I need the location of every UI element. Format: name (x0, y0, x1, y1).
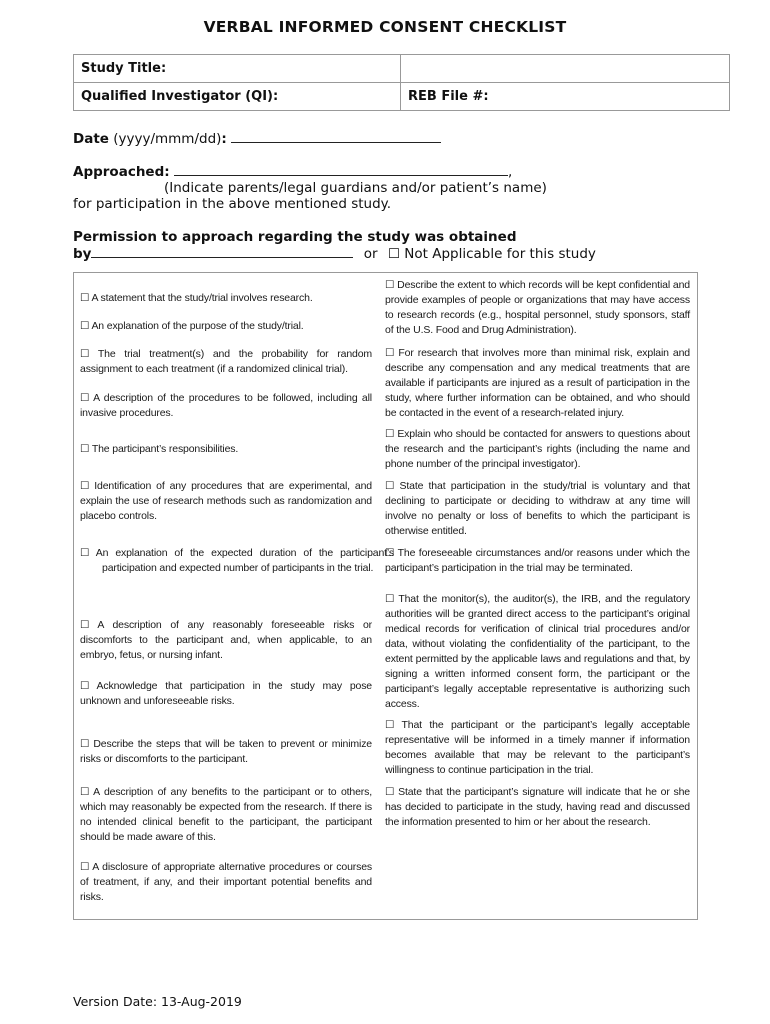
date-label: Date (73, 131, 109, 147)
checklist-item[interactable]: ☐ That the monitor(s), the auditor(s), the IRB, and the regulatory authorities will be granted direct access to the participant’s original medical records for verification of clinical trial procedures and/or data, without violating the confidentiality of the participant, to the extent permitted by the applicable laws and regulations and that, by signing a written informed consent form, the participant or the participant’s legally acceptable representative is authorizing such access. (385, 593, 690, 710)
permission-row (73, 245, 596, 262)
checklist-item[interactable]: ☐ A description of any benefits to the participant or to others, which may reasonably be expected from the research. If there is no intended clinical benefit to the participant, the participant should be made aware of this. (80, 786, 372, 843)
version-date: Version Date: 13-Aug-2019 (73, 994, 242, 1009)
study-title-field[interactable] (401, 55, 730, 83)
checklist-item[interactable]: ☐ The participant’s responsibilities. (80, 443, 239, 455)
approached-input-line[interactable] (174, 163, 508, 176)
checklist-item[interactable]: ☐ State that the participant’s signature will indicate that he or she has decided to participate in the study, having read and discussed the information presented to him or her about the research. (385, 786, 690, 828)
checklist-item[interactable]: ☐ An explanation of the purpose of the study/trial. (80, 320, 304, 332)
study-info-table (73, 54, 730, 111)
approached-comma: , (507, 164, 513, 180)
approached-hint: (Indicate parents/legal guardians and/or patient’s name) (164, 180, 547, 196)
approached-label: Approached: (73, 164, 170, 180)
checklist-item[interactable]: ☐ A description of any reasonably foreseeable risks or discomforts to the participant and, when applicable, to an embryo, fetus, or nursing infant. (80, 619, 372, 661)
checklist-item[interactable]: ☐ Describe the extent to which records will be kept confidential and provide examples of people or organizations that may have access to research records (e.g., hospital personnel, study sponsors, staff of the U.S. Food and Drug Administration). (385, 279, 690, 336)
reb-file-label: REB File #: (401, 83, 730, 111)
checklist-item[interactable]: ☐ A description of the procedures to be followed, including all invasive procedures. (80, 392, 372, 419)
checklist-item[interactable]: ☐ A statement that the study/trial involves research. (80, 292, 313, 304)
permission-or: or (363, 246, 378, 262)
checklist-item[interactable]: ☐ For research that involves more than minimal risk, explain and describe any compensation and any medical treatments that are available if participants are injured as a result of participation in the study, where further information can be obtained, and who should be contacted in the event of a research-related injury. (385, 347, 690, 419)
checklist-item[interactable]: ☐ Describe the steps that will be taken to prevent or minimize risks or discomforts to the participant. (80, 738, 372, 765)
checklist-item[interactable]: ☐ An explanation of the expected duration of the participant’s participation and expected number of participants in the trial. (80, 547, 394, 574)
not-applicable-checkbox[interactable]: ☐ Not Applicable for this study (387, 246, 596, 262)
checklist-item[interactable]: ☐ A disclosure of appropriate alternative procedures or courses of treatment, if any, and their important potential benefits and risks. (80, 861, 372, 903)
checklist-item[interactable]: ☐ State that participation in the study/trial is voluntary and that declining to participate or deciding to withdraw at any time will involve no penalty or loss of benefits to which the participant is otherwise entitled. (385, 480, 690, 537)
checklist-item[interactable]: ☐ The foreseeable circumstances and/or reasons under which the participant’s participation in the trial may be terminated. (385, 547, 690, 574)
permission-heading: Permission to approach regarding the study was obtained (73, 229, 517, 245)
permission-by-label: by (73, 246, 92, 262)
date-input-line[interactable] (231, 130, 441, 143)
permission-by-line[interactable] (91, 245, 353, 258)
date-format: (yyyy/mmm/dd) (113, 131, 222, 147)
page-title: VERBAL INFORMED CONSENT CHECKLIST (203, 18, 567, 36)
checklist-item[interactable]: ☐ Explain who should be contacted for answers to questions about the research and the participant’s rights (including the name and phone number of the principal investigator). (385, 428, 690, 470)
checklist-item[interactable]: ☐ Acknowledge that participation in the study may pose unknown and unforeseeable risks. (80, 680, 372, 707)
approached-row (73, 163, 512, 180)
date-colon: : (221, 131, 227, 147)
qi-label: Qualified Investigator (QI): (74, 83, 401, 111)
study-title-label: Study Title: (74, 55, 401, 83)
checklist-item[interactable]: ☐ The trial treatment(s) and the probability for random assignment to each treatment (if a randomized clinical trial). (80, 348, 372, 375)
approached-continuation: for participation in the above mentioned study. (73, 196, 392, 212)
checklist-item[interactable]: ☐ Identification of any procedures that are experimental, and explain the use of research methods such as randomization and placebo controls. (80, 480, 372, 522)
checklist-item[interactable]: ☐ That the participant or the participant’s legally acceptable representative will be informed in a timely manner if information becomes available that may be relevant to the participant’s willingness to continue participation in the trial. (385, 719, 690, 776)
date-row (73, 130, 441, 147)
